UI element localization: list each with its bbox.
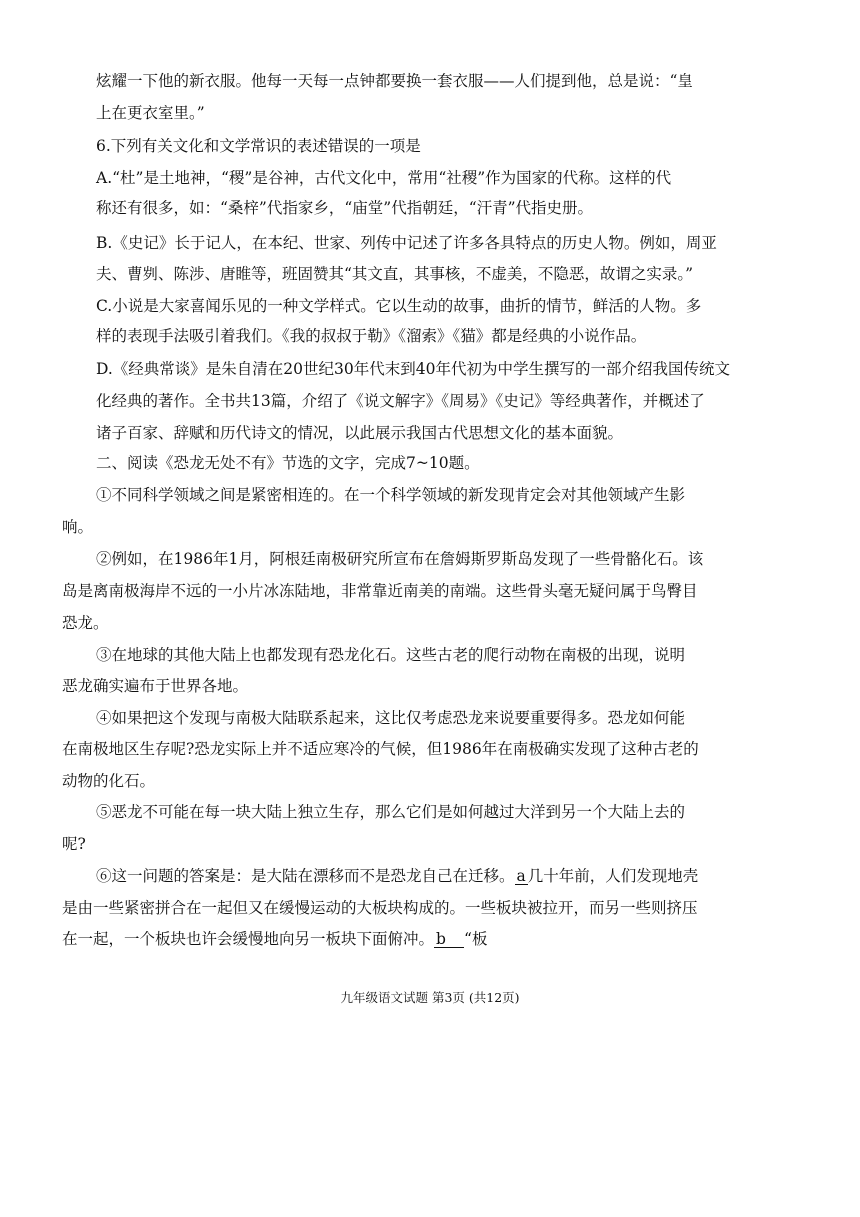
paragraph-6-line-1-rest: 几十年前，人们发现地壳 (527, 867, 699, 885)
option-d-line-2: 化经典的著作。全书共13篇，介绍了《说文解字》《周易》《史记》等经典著作，并概述了 (96, 392, 705, 410)
option-a-line-2: 称还有很多，如：“桑梓”代指家乡，“庙堂”代指朝廷，“汗青”代指史册。 (96, 199, 594, 217)
option-c-line-2: 样的表现手法吸引着我们。《我的叔叔于勒》《溜索》《猫》都是经典的小说作品。 (96, 327, 647, 345)
paragraph-4-line-1: ④如果把这个发现与南极大陆联系起来，这比仅考虑恐龙来说要重要得多。恐龙如何能 (96, 709, 686, 727)
intro-line-1: 炫耀一下他的新衣服。他每一天每一点钟都要换一套衣服——人们提到他，总是说：“皇 (96, 72, 693, 90)
paragraph-3-line-1: ③在地球的其他大陆上也都发现有恐龙化石。这些古老的爬行动物在南极的出现，说明 (96, 646, 686, 664)
question-6-stem: 6.下列有关文化和文学常识的表述错误的一项是 (96, 137, 421, 155)
intro-line-2: 上在更衣室里。” (96, 104, 205, 122)
paragraph-2-line-1: ②例如，在1986年1月，阿根廷南极研究所宣布在詹姆斯罗斯岛发现了一些骨骼化石。该 (96, 550, 704, 568)
paragraph-2-line-2: 岛是离南极海岸不远的一小片冰冻陆地，非常靠近南美的南端。这些骨头毫无疑问属于鸟臀目 (62, 582, 698, 600)
section-2-heading: 二、阅读《恐龙无处不有》节选的文字，完成7~10题。 (96, 454, 480, 472)
paragraph-6-line-3-rest: “板 (464, 930, 488, 948)
paragraph-3-line-2: 恶龙确实遍布于世界各地。 (62, 677, 249, 695)
paragraph-6-line-1-text: ⑥这一问题的答案是：是大陆在漂移而不是恐龙自己在迁移。 (96, 867, 515, 885)
option-c-line-1: C.小说是大家喜闻乐见的一种文学样式。它以生动的故事，曲折的情节，鲜活的人物。多 (96, 297, 702, 315)
paragraph-6-line-1 (96, 866, 698, 886)
paragraph-5-line-2: 呢? (62, 835, 86, 853)
paragraph-4-line-2: 在南极地区生存呢?恐龙实际上并不适应寒冷的气候，但1986年在南极确实发现了这种古老的 (62, 740, 699, 758)
option-a-line-1: A.“杜”是土地神，“稷”是谷神，古代文化中，常用“社稷”作为国家的代称。这样的代 (96, 169, 672, 187)
paragraph-4-line-3: 动物的化石。 (62, 772, 156, 790)
page-footer: 九年级语文试题 第3页 (共12页) (340, 990, 520, 1005)
paragraph-1-line-2: 响。 (62, 518, 94, 536)
option-d-line-1: D.《经典常谈》是朱自清在20世纪30年代末到40年代初为中学生撰写的一部介绍我国传统文 (96, 360, 730, 378)
paragraph-2-line-3: 恐龙。 (62, 614, 109, 632)
option-d-line-3: 诸子百家、辞赋和历代诗文的情况，以此展示我国古代思想文化的基本面貌。 (96, 424, 624, 442)
fill-blank-a: a (516, 867, 526, 885)
option-b-line-1: B.《史记》长于记人，在本纪、世家、列传中记述了许多各具特点的历史人物。例如，周亚 (96, 234, 717, 252)
paragraph-6-line-3-text: 在一起，一个板块也许会缓慢地向另一板块下面俯冲。 (62, 930, 435, 948)
paragraph-6-line-3 (62, 929, 487, 949)
paragraph-5-line-1: ⑤恶龙不可能在每一块大陆上独立生存，那么它们是如何越过大洋到另一个大陆上去的 (96, 803, 686, 821)
option-b-line-2: 夫、曹刿、陈涉、唐睢等，班固赞其“其文直，其事核，不虚美，不隐恶，故谓之实录。” (96, 265, 694, 283)
fill-blank-b: b (434, 931, 464, 948)
paragraph-1-line-1: ①不同科学领域之间是紧密相连的。在一个科学领域的新发现肯定会对其他领域产生影 (96, 486, 686, 504)
paragraph-6-line-2: 是由一些紧密拼合在一起但又在缓慢运动的大板块构成的。一些板块被拉开，而另一些则挤压 (62, 899, 698, 917)
